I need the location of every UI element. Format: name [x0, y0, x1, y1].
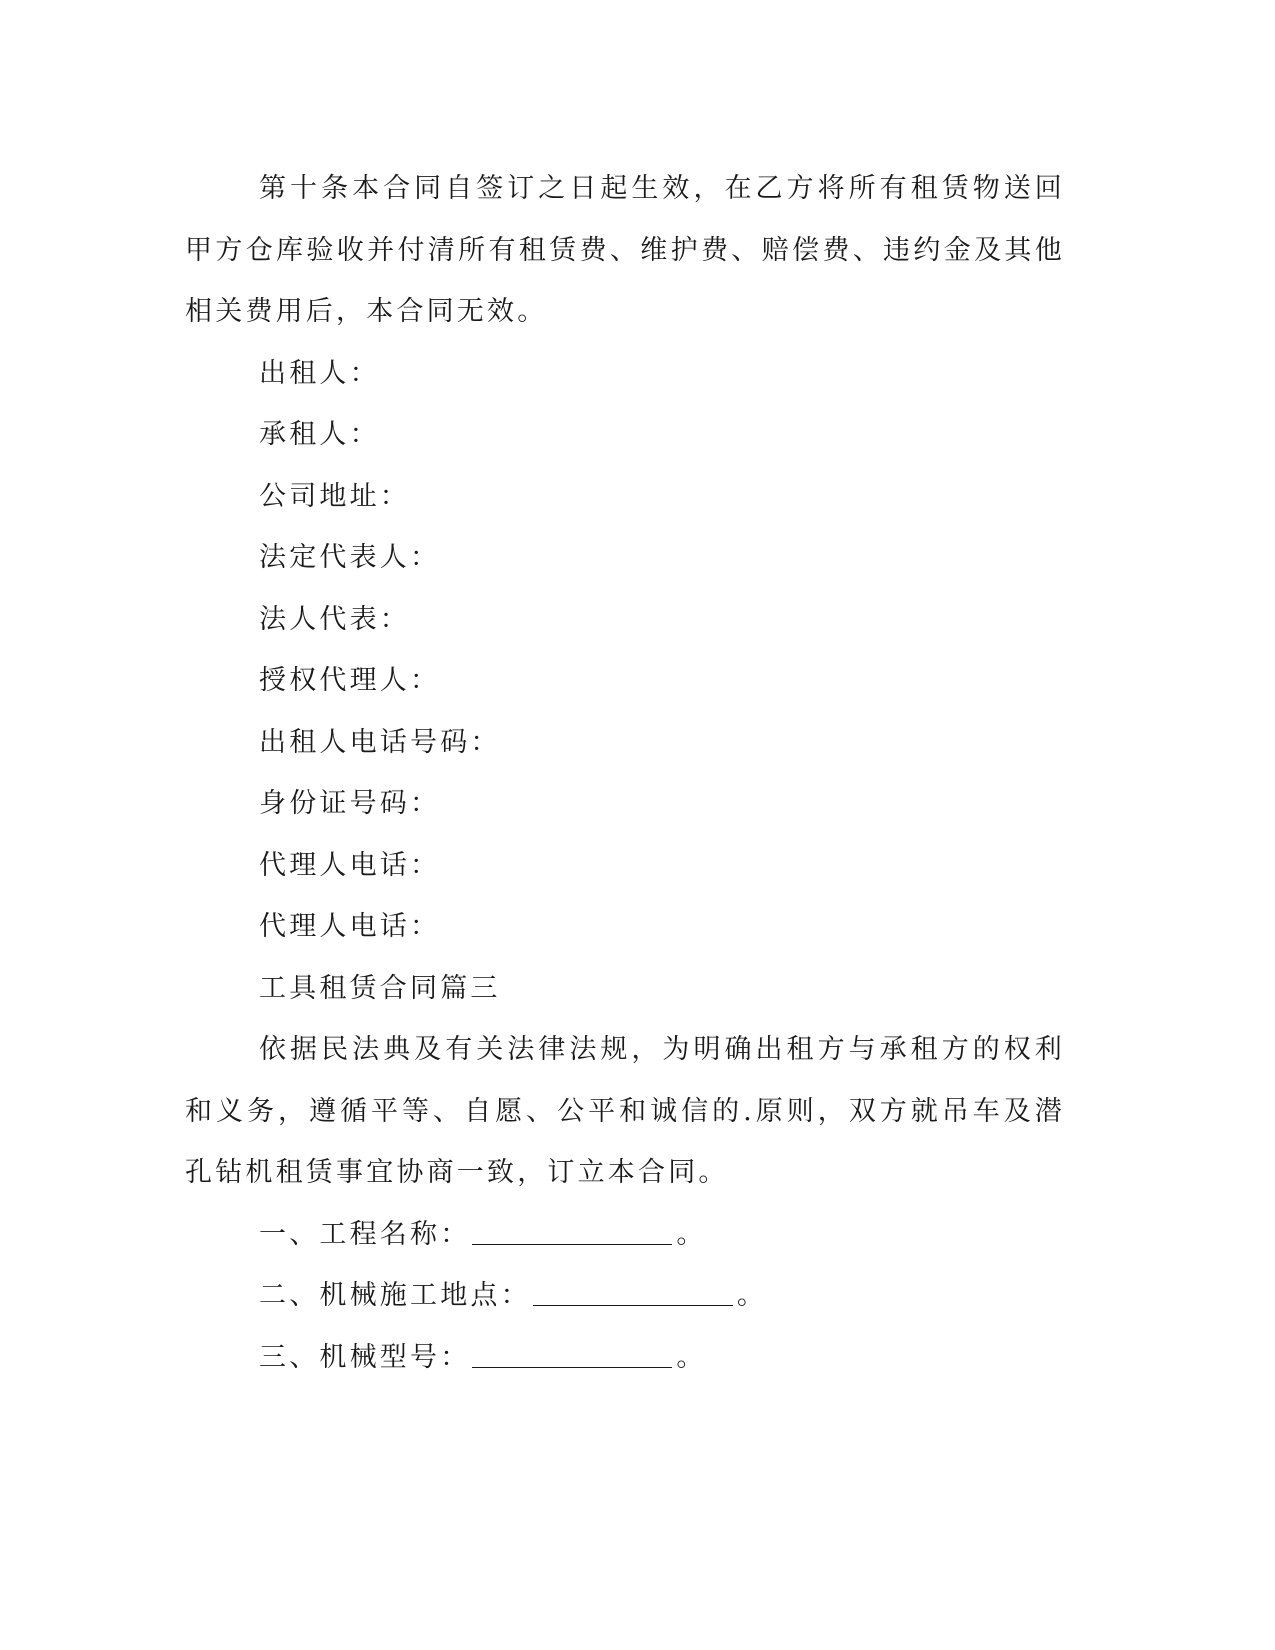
blank-underline: [472, 1214, 672, 1245]
fill-item-label: 二、机械施工地点：: [259, 1280, 531, 1311]
fill-item-label: 一、工程名称：: [259, 1218, 471, 1250]
id-number-field-label: 身份证号码：: [259, 788, 441, 819]
document-body: [185, 158, 1065, 1388]
agent-phone-field-label: 代理人电话：: [259, 911, 441, 942]
lessee-field-label: 承租人：: [259, 419, 380, 450]
blank-underline: [533, 1275, 733, 1306]
section-heading: 工具租赁合同篇三: [259, 972, 501, 1004]
fill-item-suffix: 。: [676, 1218, 707, 1250]
legal-representative-field-label: 法定代表人：: [259, 542, 441, 573]
fill-item-machine-model: [185, 1327, 1065, 1389]
preamble-paragraph: 依据民法典及有关法律法规，为明确出租方与承租方的权利和义务，遵循平等、自愿、公平和诚信的.原则，双方就吊车及潜孔钻机租赁事宜协商一致，订立本合同。: [185, 1034, 1065, 1188]
company-address-field-label: 公司地址：: [259, 480, 410, 512]
fill-item-suffix: 。: [676, 1341, 707, 1373]
lessor-field-label: 出租人：: [259, 357, 380, 389]
fill-item-project-name: [185, 1204, 1065, 1266]
fill-item-label: 三、机械型号：: [259, 1341, 471, 1373]
authorized-agent-field-label: 授权代理人：: [259, 665, 441, 696]
fill-item-construction-site: [185, 1265, 1065, 1327]
agent-phone-field-label: 代理人电话：: [259, 849, 441, 881]
fill-item-suffix: 。: [736, 1280, 768, 1311]
corporate-representative-field-label: 法人代表：: [259, 603, 410, 635]
blank-underline: [472, 1337, 672, 1368]
clause-ten-paragraph: 第十条本合同自签订之日起生效，在乙方将所有租赁物送回甲方仓库验收并付清所有租赁费、维护费、赔偿费、违约金及其他相关费用后，本合同无效。: [185, 173, 1065, 327]
lessor-phone-field-label: 出租人电话号码：: [259, 726, 501, 758]
